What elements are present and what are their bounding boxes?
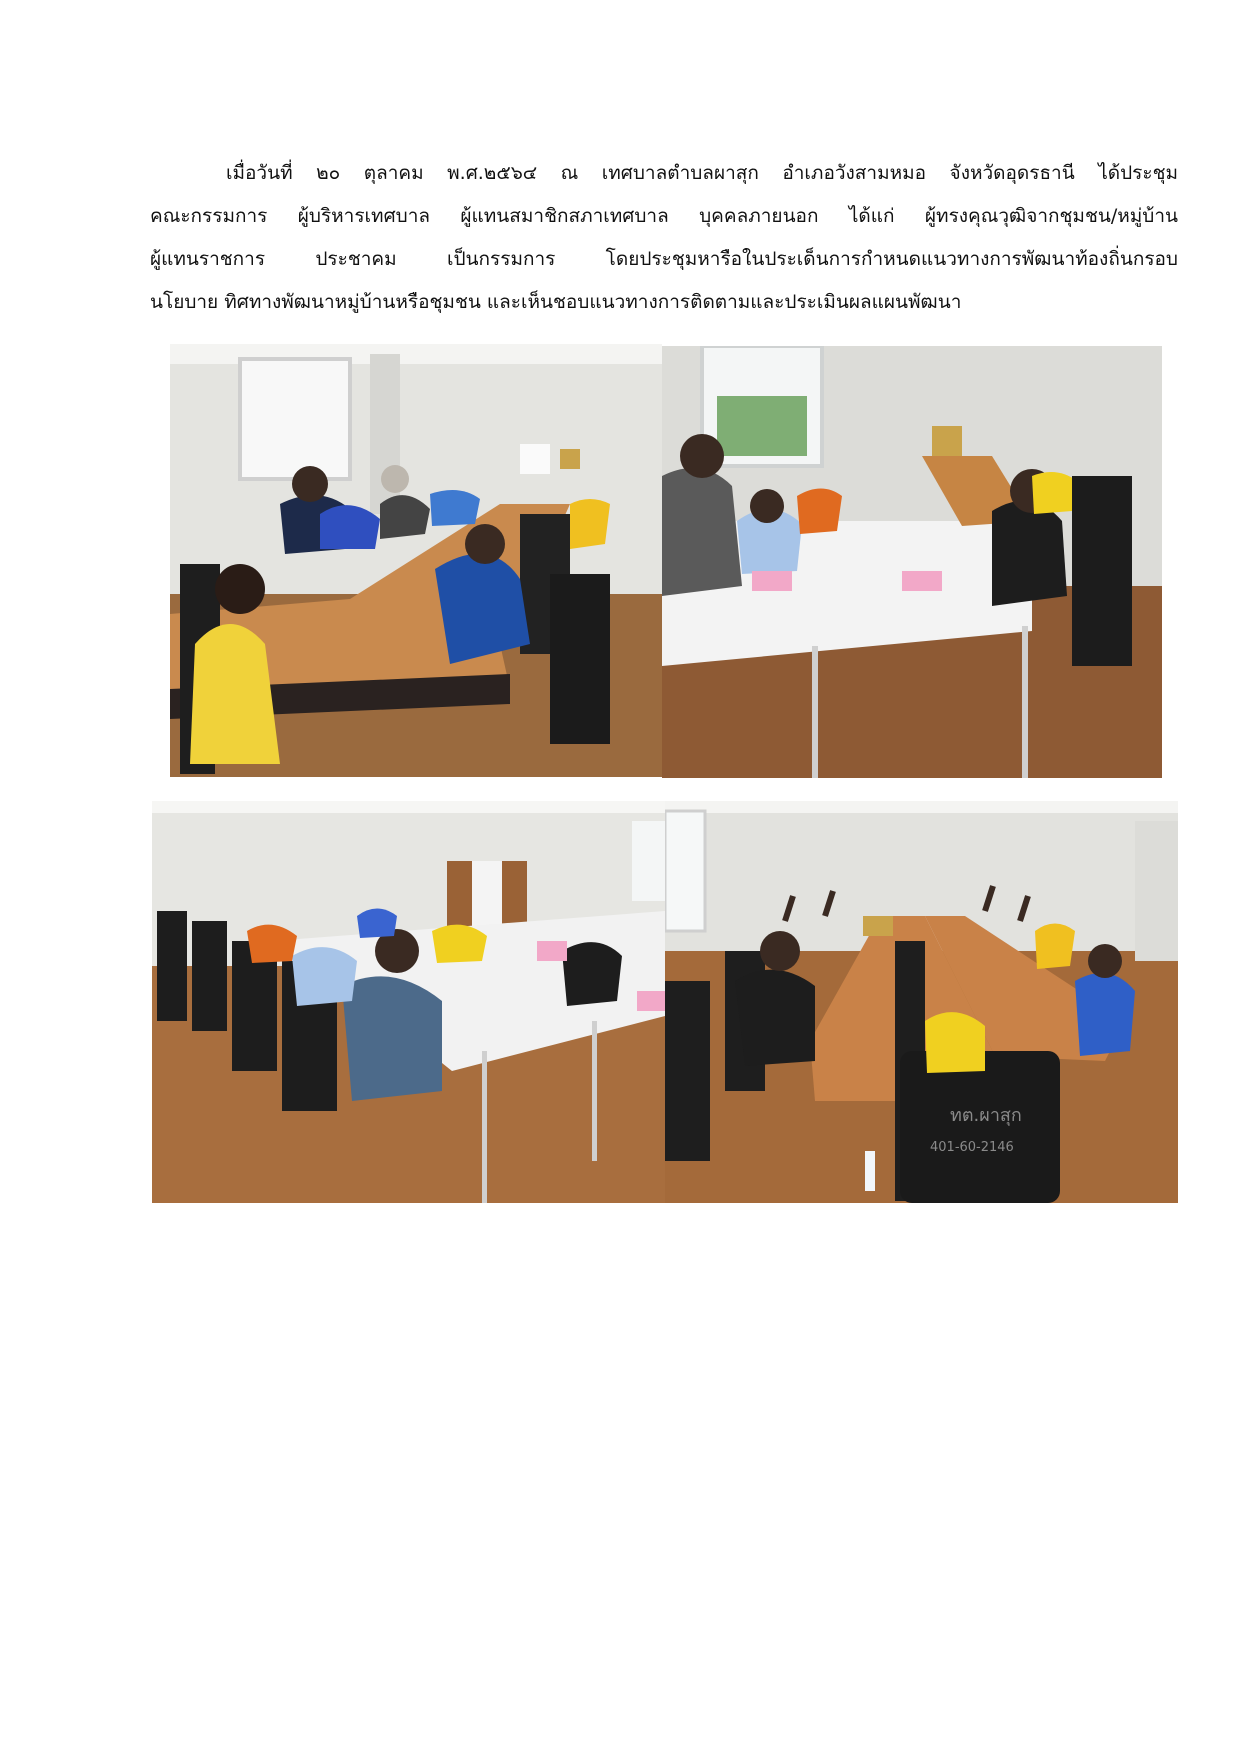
chair-print-label: ทต.ผาสุก <box>950 1105 1022 1126</box>
meeting-photo-4 <box>665 801 1178 1203</box>
paragraph-line-1: เมื่อวันที่ ๒๐ ตุลาคม พ.ศ.๒๕๖๔ ณ เทศบาลตำบลผาสุก อำเภอวังสามหมอ จังหวัดอุดรธานี ได้ประชุม <box>226 162 1178 184</box>
meeting-photo-1 <box>170 344 662 777</box>
chair-print-number: 401-60-2146 <box>930 1140 1014 1155</box>
meeting-photo-3 <box>152 801 665 1203</box>
paragraph-line-4: นโยบาย ทิศทางพัฒนาหมู่บ้านหรือชุมชน และเห็นชอบแนวทางการติดตามและประเมินผลแผนพัฒนา <box>150 291 962 313</box>
paragraph-line-3: ผู้แทนราชการ ประชาคม เป็นกรรมการ โดยประชุมหารือในประเด็นการกำหนดแนวทางการพัฒนาท้องถิ่นกรอบ <box>150 248 1178 270</box>
body-paragraph <box>150 152 1178 324</box>
meeting-photo-2 <box>662 346 1162 778</box>
paragraph-line-2: คณะกรรมการ ผู้บริหารเทศบาล ผู้แทนสมาชิกสภาเทศบาล บุคคลภายนอก ได้แก่ ผู้ทรงคุณวุฒิจากชุมชน/หมู่บ้าน <box>150 205 1178 227</box>
